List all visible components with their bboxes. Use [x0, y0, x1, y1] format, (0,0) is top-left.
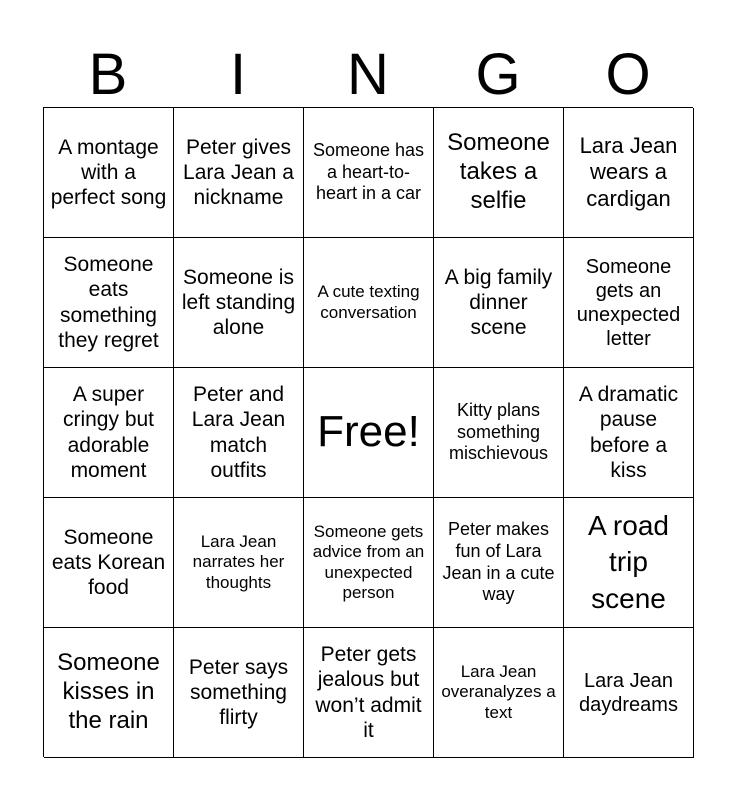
bingo-cell[interactable]: [44, 238, 174, 368]
header-letter-i: I: [229, 42, 247, 107]
bingo-header: [43, 42, 693, 108]
cell-text: Lara Jean narrates her thoughts: [192, 531, 285, 592]
bingo-cell[interactable]: [44, 628, 174, 758]
free-space-cell[interactable]: [304, 368, 434, 498]
cell-text: Someone kisses in the rain: [57, 649, 160, 734]
cell-text: Peter and Lara Jean match outfits: [191, 383, 286, 482]
bingo-cell[interactable]: [44, 108, 174, 238]
bingo-cell[interactable]: [174, 108, 304, 238]
bingo-cell[interactable]: [174, 238, 304, 368]
cell-text: Someone gets advice from an unexpected person: [312, 521, 425, 602]
header-letter-n: N: [347, 42, 389, 107]
bingo-cell[interactable]: [434, 498, 564, 628]
bingo-cell[interactable]: [434, 108, 564, 238]
cell-text: A montage with a perfect song: [50, 135, 167, 210]
cell-text: Peter says something flirty: [188, 655, 289, 730]
cell-text: Lara Jean overanalyzes a text: [441, 661, 556, 722]
cell-text: Peter makes fun of Lara Jean in a cute way: [442, 519, 555, 605]
bingo-board: [43, 107, 693, 757]
bingo-cell[interactable]: [564, 108, 694, 238]
header-letter-b: B: [88, 42, 128, 107]
cell-text: A big family dinner scene: [444, 265, 553, 340]
cell-text: Someone is left standing alone: [181, 265, 296, 340]
bingo-cell[interactable]: [304, 238, 434, 368]
cell-text: Kitty plans something mischievous: [448, 400, 549, 464]
bingo-cell[interactable]: [564, 498, 694, 628]
bingo-cell[interactable]: [564, 238, 694, 368]
cell-text: Lara Jean daydreams: [579, 669, 678, 716]
bingo-cell[interactable]: [44, 498, 174, 628]
bingo-cell[interactable]: [564, 368, 694, 498]
cell-text: Someone eats Korean food: [51, 525, 166, 600]
bingo-cell[interactable]: [564, 628, 694, 758]
cell-text: Lara Jean wears a cardigan: [579, 132, 678, 211]
bingo-cell[interactable]: [304, 628, 434, 758]
cell-text: A super cringy but adorable moment: [62, 383, 155, 482]
bingo-cell[interactable]: [434, 628, 564, 758]
cell-text: Someone takes a selfie: [447, 129, 550, 214]
cell-text: Someone gets an unexpected letter: [576, 255, 681, 350]
cell-text: A road trip scene: [588, 509, 669, 614]
bingo-cell[interactable]: [304, 108, 434, 238]
bingo-cell[interactable]: [434, 238, 564, 368]
cell-text: A dramatic pause before a kiss: [578, 383, 679, 482]
bingo-cell[interactable]: [174, 628, 304, 758]
cell-text: Peter gets jealous but won’t admit it: [315, 643, 422, 742]
bingo-cell[interactable]: [304, 498, 434, 628]
bingo-cell[interactable]: [174, 498, 304, 628]
free-space-text: Free!: [317, 407, 420, 457]
bingo-cell[interactable]: [174, 368, 304, 498]
cell-text: A cute texting conversation: [317, 282, 420, 322]
header-letter-o: O: [605, 42, 651, 107]
bingo-cell[interactable]: [44, 368, 174, 498]
cell-text: Someone has a heart-to-heart in a car: [312, 140, 425, 204]
cell-text: Peter gives Lara Jean a nickname: [183, 135, 294, 210]
cell-text: Someone eats something they regret: [58, 253, 159, 352]
bingo-cell[interactable]: [434, 368, 564, 498]
header-letter-g: G: [475, 42, 521, 107]
